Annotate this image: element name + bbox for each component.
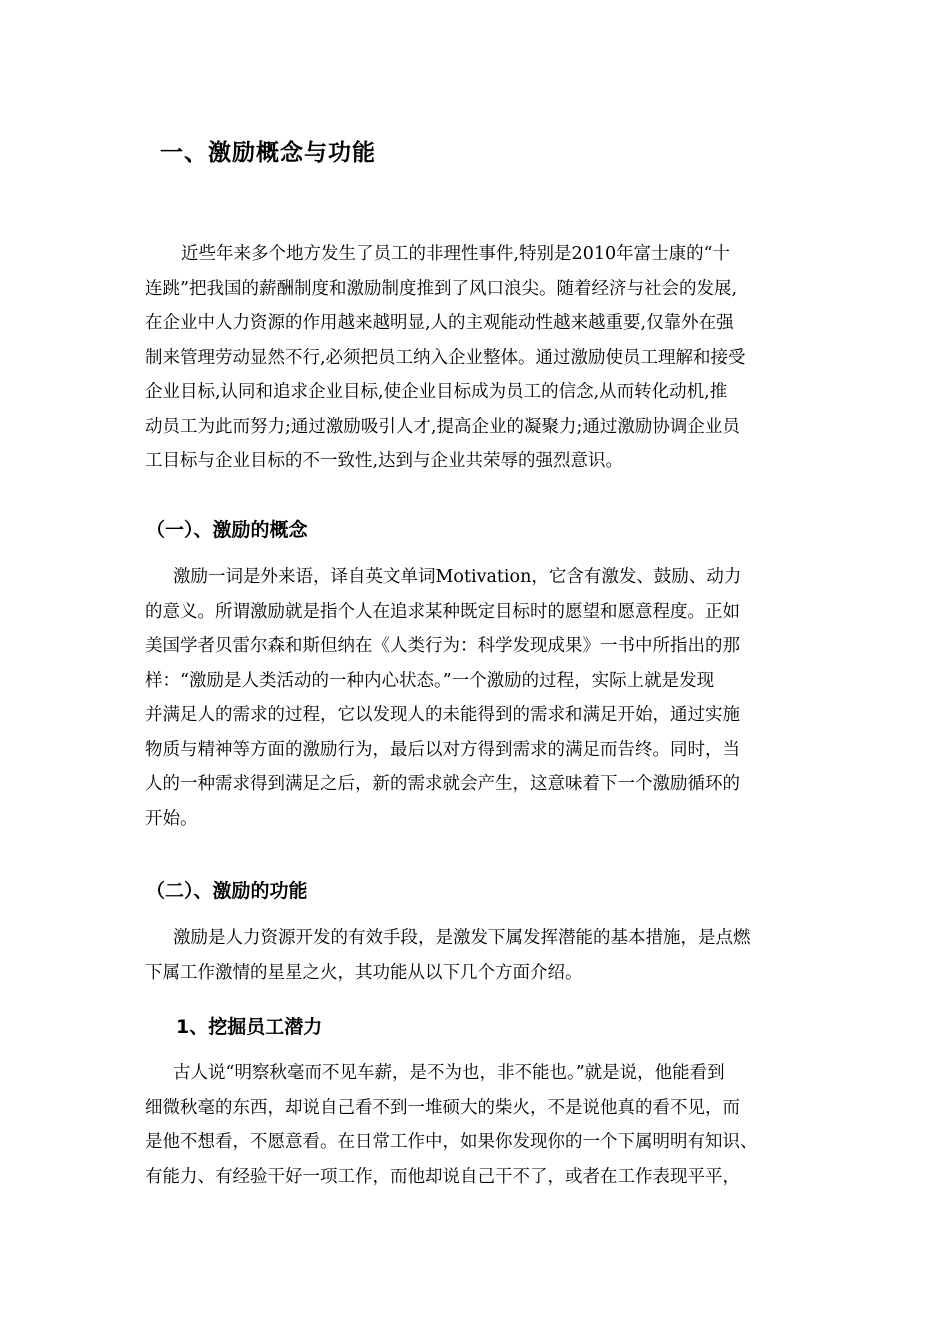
- paragraph-line: 细微秋毫的东西，却说自己看不到一堆硕大的柴火，不是说他真的看不见，而: [145, 1097, 740, 1118]
- paragraph-line: 有能力、有经验干好一项工作，而他却说自己干不了，或者在工作表现平平，: [145, 1166, 740, 1187]
- function-paragraph: [145, 921, 807, 990]
- paragraph-line: 并满足人的需求的过程，它以发现人的未能得到的需求和满足开始，通过实施: [145, 705, 740, 725]
- paragraph-line: 人的一种需求得到满足之后，新的需求就会产生，这意味着下一个激励循环的: [145, 774, 740, 794]
- section-heading-function: （二）、激励的功能: [146, 880, 308, 902]
- chapter-heading: 一、激励概念与功能: [160, 140, 376, 166]
- intro-paragraph: [145, 237, 807, 479]
- paragraph-line: 古人说“明察秋毫而不见车薪，是不为也，非不能也。”就是说，他能看到: [173, 1063, 725, 1083]
- paragraph-line: 物质与精神等方面的激励行为，最后以对方得到需求的满足而告终。同时，当: [145, 739, 740, 760]
- paragraph-line: 连跳”把我国的薪酬制度和激励制度推到了风口浪尖。随着经济与社会的发展,: [145, 278, 738, 299]
- concept-paragraph: [145, 560, 807, 836]
- paragraph-line: 样：“激励是人类活动的一种内心状态。”一个激励的过程，实际上就是发现: [145, 670, 715, 691]
- paragraph-line: 是他不想看，不愿意看。在日常工作中，如果你发现你的一个下属明明有知识、: [145, 1132, 758, 1152]
- paragraph-line: 下属工作激情的星星之火，其功能从以下几个方面介绍。: [145, 962, 583, 983]
- paragraph-line: 开始。: [145, 808, 198, 829]
- paragraph-line: 激励一词是外来语，译自英文单词Motivation，它含有激发、鼓励、动力: [173, 567, 742, 587]
- section-heading-concept: （一）、激励的概念: [146, 519, 308, 541]
- paragraph-line: 美国学者贝雷尔森和斯但纳在《人类行为：科学发现成果》一书中所指出的那: [145, 636, 740, 656]
- paragraph-line: 工目标与企业目标的不一致性,达到与企业共荣辱的强烈意识。: [145, 451, 624, 471]
- paragraph-line: 制来管理劳动显然不行,必须把员工纳入企业整体。通过激励使员工理解和接受: [145, 347, 746, 368]
- subsection-heading: 1、挖掘员工潜力: [176, 1016, 323, 1038]
- potential-paragraph: [145, 1056, 807, 1194]
- paragraph-line: 激励是人力资源开发的有效手段，是激发下属发挥潜能的基本措施，是点燃: [173, 928, 751, 948]
- paragraph-line: 在企业中人力资源的作用越来越明显,人的主观能动性越来越重要,仅靠外在强: [145, 313, 734, 333]
- paragraph-line: 企业目标,认同和追求企业目标,使企业目标成为员工的信念,从而转化动机,推: [145, 382, 728, 402]
- paragraph-line: 的意义。所谓激励就是指个人在追求某种既定目标时的愿望和愿意程度。正如: [145, 601, 740, 622]
- paragraph-line: 近些年来多个地方发生了员工的非理性事件,特别是2010年富士康的“十: [181, 244, 731, 264]
- paragraph-line: 动员工为此而努力;通过激励吸引人才,提高企业的凝聚力;通过激励协调企业员: [145, 416, 740, 437]
